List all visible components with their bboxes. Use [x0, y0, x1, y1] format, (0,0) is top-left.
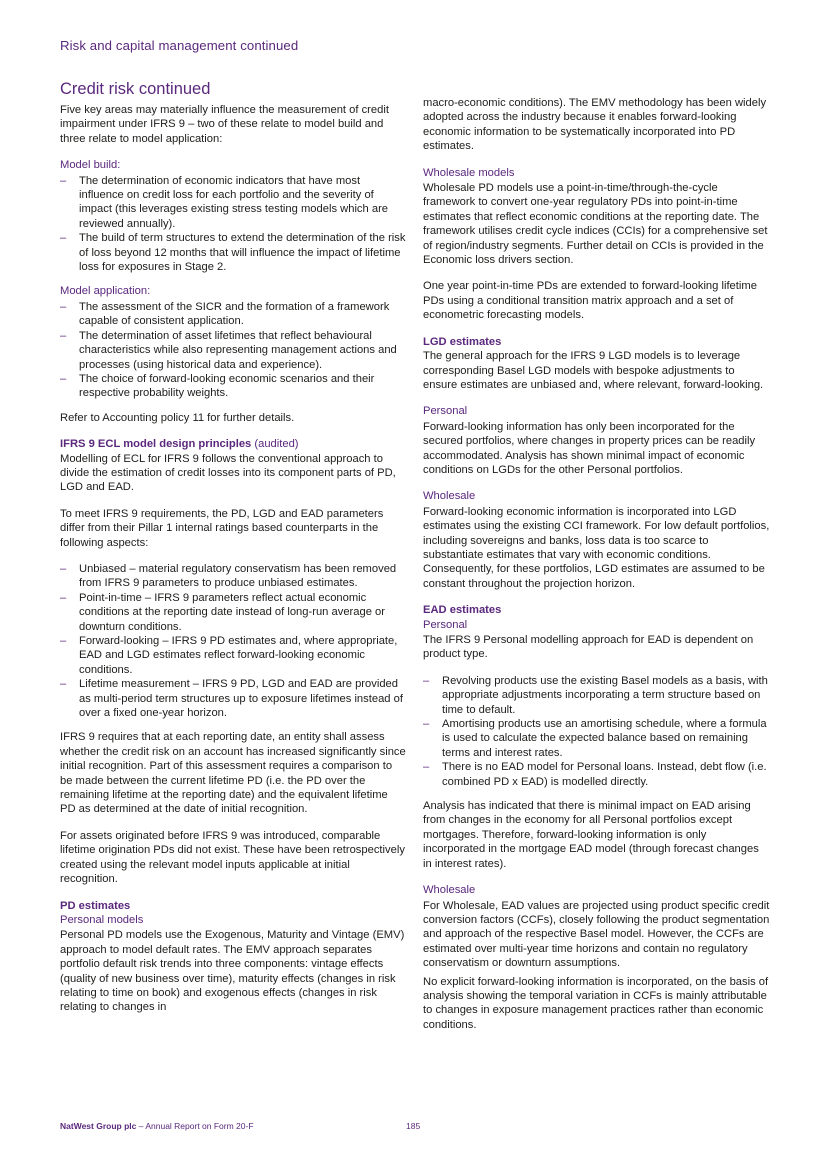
ecl-paragraph-2: To meet IFRS 9 requirements, the PD, LGD and EAD parameters differ from their Pillar 1 internal ratings based counterparts in the following aspects:: [60, 507, 384, 549]
list-item: – The assessment of the SICR and the formation of a framework capable of consistent application.: [60, 300, 406, 329]
ead-wholesale-paragraph-1: For Wholesale, EAD values are projected using product specific credit conversion factors (CCFs), closely following the product segmentation and approach of the respective Basel model. However, the CCFs are estimated over multi-year time horizons and contain no regulatory conservatism or downturn assumptions.: [423, 899, 770, 970]
model-application-heading: Model application:: [60, 285, 151, 298]
list-item: – Lifetime measurement – IFRS 9 PD, LGD and EAD are provided as multi-period term structures up to exposure lifetimes instead of over a fixed one-year horizon.: [60, 677, 406, 720]
list-item: – The choice of forward-looking economic scenarios and their respective probability weights.: [60, 372, 406, 401]
footer-report-title: – Annual Report on Form 20-F: [136, 1121, 254, 1131]
wholesale-models-heading: Wholesale models: [423, 166, 515, 179]
list-item: – The build of term structures to extend the determination of the risk of loss beyond 12 months that will influence the impact of lifetime loss for exposures in Stage 2.: [60, 231, 406, 274]
ead-wholesale-paragraph-2: No explicit forward-looking information is incorporated, on the basis of analysis showing the temporal variation in CCFs is mainly attributable to changes in exposure management practices rather than economic conditions.: [423, 975, 769, 1031]
ecl-paragraph-3: IFRS 9 requires that at each reporting date, an entity shall assess whether the credit risk on an account has increased significantly since initial recognition. Part of this assessment requires a comparison to be made between the current lifetime PD (i.e. the PD over the remaining lifetime at the reporting date) and the equivalent lifetime PD as determined at the date of initial recognition.: [60, 731, 406, 816]
lgd-paragraph: The general approach for the IFRS 9 LGD models is to leverage corresponding Basel LGD models with bespoke adjustments to ensure estimates are unbiased and, where relevant, forward-looking.: [423, 350, 764, 391]
footer: [60, 1121, 254, 1131]
wholesale-models-paragraph-2: One year point-in-time PDs are extended to forward-looking lifetime PDs using a conditional transition matrix approach and a set of econometric forecasting models.: [423, 280, 757, 322]
pd-paragraph: Personal PD models use the Exogenous, Maturity and Vintage (EMV) approach to model default rates. The EMV approach separates portfolio default risk trends into three components: vintage effects (quality of new business over time), maturity effects (changes in risk relating to time on book) and exogenous effects (changes in risk relating to changes in: [60, 929, 405, 1014]
ead-analysis-paragraph: Analysis has indicated that there is minimal impact on EAD arising from changes in the economy for all Personal portfolios except mortgages. Therefore, forward-looking information is only incorporated in the mortgage EAD model (through forecast changes in interest rates).: [423, 800, 759, 870]
lgd-personal-heading: Personal: [423, 405, 468, 418]
refer-paragraph: Refer to Accounting policy 11 for further details.: [60, 411, 295, 424]
wholesale-models-paragraph-1: Wholesale PD models use a point-in-time/through-the-cycle framework to convert one-year regulatory PDs into point-in-time estimates that reflect economic conditions at the reporting date. The framework utilises credit cycle indices (CCIs) for a comprehensive set of region/industry segments. Further detail on CCIs is provided in the Economic loss drivers section.: [423, 182, 768, 267]
page-header: Risk and capital management continued: [60, 38, 299, 53]
ecl-aspects-list: [60, 562, 406, 720]
list-item: – Point-in-time – IFRS 9 parameters reflect actual economic conditions at the reporting date instead of long-run average or downturn conditions.: [60, 591, 406, 634]
footer-company: NatWest Group plc: [60, 1121, 137, 1131]
lgd-heading: LGD estimates: [423, 335, 502, 348]
ecl-heading-text: IFRS 9 ECL model design principles: [60, 438, 252, 451]
list-item: – Amortising products use an amortising schedule, where a formula is used to calculate the expected balance based on remaining terms and interest rates.: [423, 717, 770, 760]
list-item: – Unbiased – material regulatory conservatism has been removed from IFRS 9 parameters to produce unbiased estimates.: [60, 562, 406, 591]
intro-paragraph: Five key areas may materially influence the measurement of credit impairment under IFRS 9 – two of these relate to model build and three relate to model application:: [60, 104, 389, 145]
personal-models-heading: Personal models: [60, 913, 144, 926]
audited-tag: (audited): [254, 438, 299, 451]
model-application-list: [60, 300, 406, 401]
ead-products-list: [423, 674, 770, 789]
list-item: – Revolving products use the existing Basel models as a basis, with appropriate adjustments incorporating a term structure based on time to default.: [423, 674, 770, 717]
list-item: – The determination of asset lifetimes that reflect behavioural characteristics while also representing management actions and processes (using historical data and experience).: [60, 329, 406, 372]
ecl-paragraph-1: Modelling of ECL for IFRS 9 follows the conventional approach to divide the estimation of credit losses into its component parts of PD, LGD and EAD.: [60, 452, 396, 494]
list-item: – There is no EAD model for Personal loans. Instead, debt flow (i.e. combined PD x EAD) is modelled directly.: [423, 760, 770, 789]
pd-continued-paragraph: macro-economic conditions). The EMV methodology has been widely adopted across the industry because it enables forward-looking economic information to be systematically incorporated into PD estimates.: [423, 97, 767, 153]
lgd-wholesale-heading: Wholesale: [423, 490, 476, 503]
model-build-list: [60, 174, 406, 275]
lgd-wholesale-paragraph: Forward-looking economic information is incorporated into LGD estimates using the existing CCI framework. For low default portfolios, including sovereigns and banks, loss data is too scarce to substantiate estimates that vary with economic conditions. Consequently, for these portfolios, LGD estimates are assumed to be constant throughout the projection horizon.: [423, 505, 770, 590]
list-item: – The determination of economic indicators that have most influence on credit loss for each portfolio and the severity of impact (this leverages existing stress testing models which are reviewed annually).: [60, 174, 406, 232]
ead-personal-heading: Personal: [423, 618, 468, 631]
left-column: [60, 80, 406, 1027]
pd-heading: PD estimates: [60, 899, 131, 912]
right-column: [423, 96, 770, 1044]
ead-wholesale-heading: Wholesale: [423, 884, 476, 897]
page-number: 185: [406, 1121, 421, 1131]
section-title: Credit risk continued: [60, 80, 211, 98]
ecl-heading: [60, 437, 406, 451]
ead-heading: EAD estimates: [423, 604, 502, 617]
list-item: – Forward-looking – IFRS 9 PD estimates and, where appropriate, EAD and LGD estimates reflect forward-looking economic conditions.: [60, 634, 406, 677]
ead-personal-paragraph: The IFRS 9 Personal modelling approach for EAD is dependent on product type.: [423, 634, 754, 661]
model-build-heading: Model build:: [60, 159, 121, 172]
ecl-paragraph-4: For assets originated before IFRS 9 was introduced, comparable lifetime origination PDs did not exist. These have been retrospectively created using the relevant model inputs applicable at initial recognition.: [60, 829, 405, 886]
lgd-personal-paragraph: Forward-looking information has only been incorporated for the secured portfolios, where changes in property prices can be readily accommodated. Analysis has shown minimal impact of economic conditions on LGDs for the other Personal portfolios.: [423, 420, 756, 476]
